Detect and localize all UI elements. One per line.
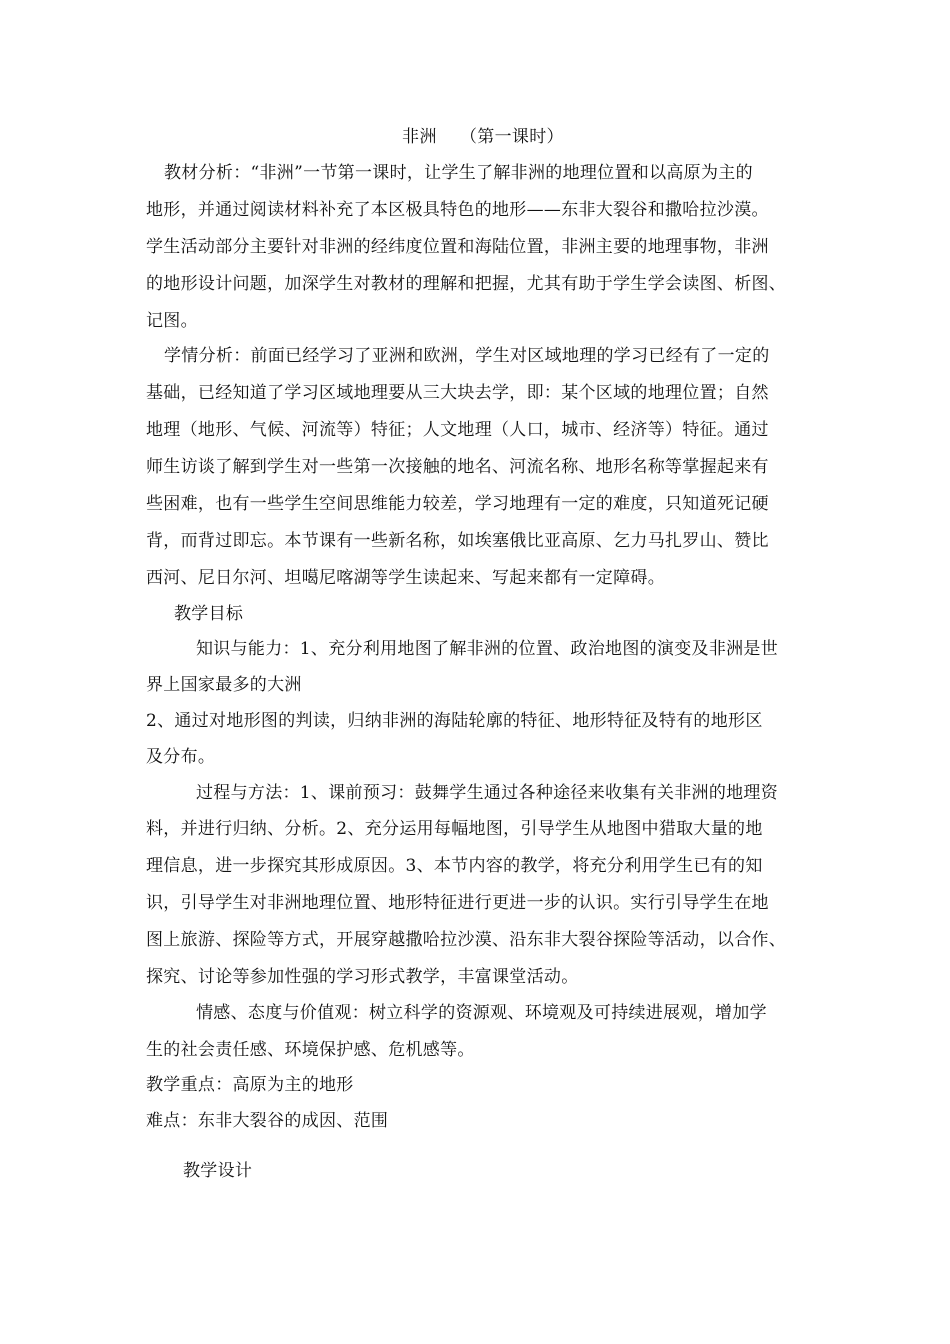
text-line: 地形，并通过阅读材料补充了本区极具特色的地形——东非大裂谷和撒哈拉沙漠。 (146, 200, 769, 220)
text-line: 理信息，进一步探究其形成原因。3、本节内容的教学，将充分利用学生已有的知 (146, 856, 763, 876)
text-line: 过程与方法：1、课前预习：鼓舞学生通过各种途径来收集有关非洲的地理资 (196, 783, 779, 803)
text-line: 图上旅游、探险等方式，开展穿越撒哈拉沙漠、沿东非大裂谷探险等活动，以合作、 (146, 930, 787, 950)
text-line: 教学重点：高原为主的地形 (146, 1075, 354, 1095)
text-line: 学生活动部分主要针对非洲的经纬度位置和海陆位置，非洲主要的地理事物，非洲 (146, 237, 769, 257)
section-heading: 教学设计 (183, 1161, 253, 1181)
text-line: 料，并进行归纳、分析。2、充分运用每幅地图，引导学生从地图中猎取大量的地 (146, 819, 763, 839)
text-line: 情感、态度与价值观：树立科学的资源观、环境观及可持续进展观，增加学 (196, 1003, 767, 1023)
text-line: 及分布。 (146, 747, 216, 767)
text-line: 界上国家最多的大洲 (146, 675, 302, 695)
text-line: 基础，已经知道了学习区域地理要从三大块去学，即：某个区域的地理位置；自然 (146, 383, 769, 403)
text-line: 难点：东非大裂谷的成因、范围 (146, 1111, 389, 1131)
text-line: 些困难，也有一些学生空间思维能力较差，学习地理有一定的难度，只知道死记硬 (146, 494, 769, 514)
text-line: 西河、尼日尔河、坦噶尼喀湖等学生读起来、写起来都有一定障碍。 (146, 568, 665, 588)
section-heading: 教学目标 (174, 604, 244, 624)
text-line: 背，而背过即忘。本节课有一些新名称，如埃塞俄比亚高原、乞力马扎罗山、赞比 (146, 531, 769, 551)
text-line: 师生访谈了解到学生对一些第一次接触的地名、河流名称、地形名称等掌握起来有 (146, 457, 769, 477)
document-title: 非洲 (402, 127, 437, 147)
text-line: 学情分析：前面已经学习了亚洲和欧洲，学生对区域地理的学习已经有了一定的 (164, 346, 770, 366)
document-title-sub: （第一课时） (460, 127, 564, 147)
text-line: 记图。 (146, 311, 198, 331)
text-line: 2、通过对地形图的判读，归纳非洲的海陆轮廓的特征、地形特征及特有的地形区 (146, 711, 763, 731)
text-line: 的地形设计问题，加深学生对教材的理解和把握，尤其有助于学生学会读图、析图、 (146, 274, 787, 294)
text-line: 地理（地形、气候、河流等）特征；人文地理（人口，城市、经济等）特征。通过 (146, 420, 769, 440)
text-line: 识，引导学生对非洲地理位置、地形特征进行更进一步的认识。实行引导学生在地 (146, 893, 769, 913)
text-line: 教材分析：“非洲”一节第一课时，让学生了解非洲的地理位置和以高原为主的 (164, 163, 753, 183)
text-line: 探究、讨论等参加性强的学习形式教学，丰富课堂活动。 (146, 967, 579, 987)
text-line: 知识与能力：1、充分利用地图了解非洲的位置、政治地图的演变及非洲是世 (196, 639, 779, 659)
text-line: 生的社会责任感、环境保护感、危机感等。 (146, 1040, 475, 1060)
